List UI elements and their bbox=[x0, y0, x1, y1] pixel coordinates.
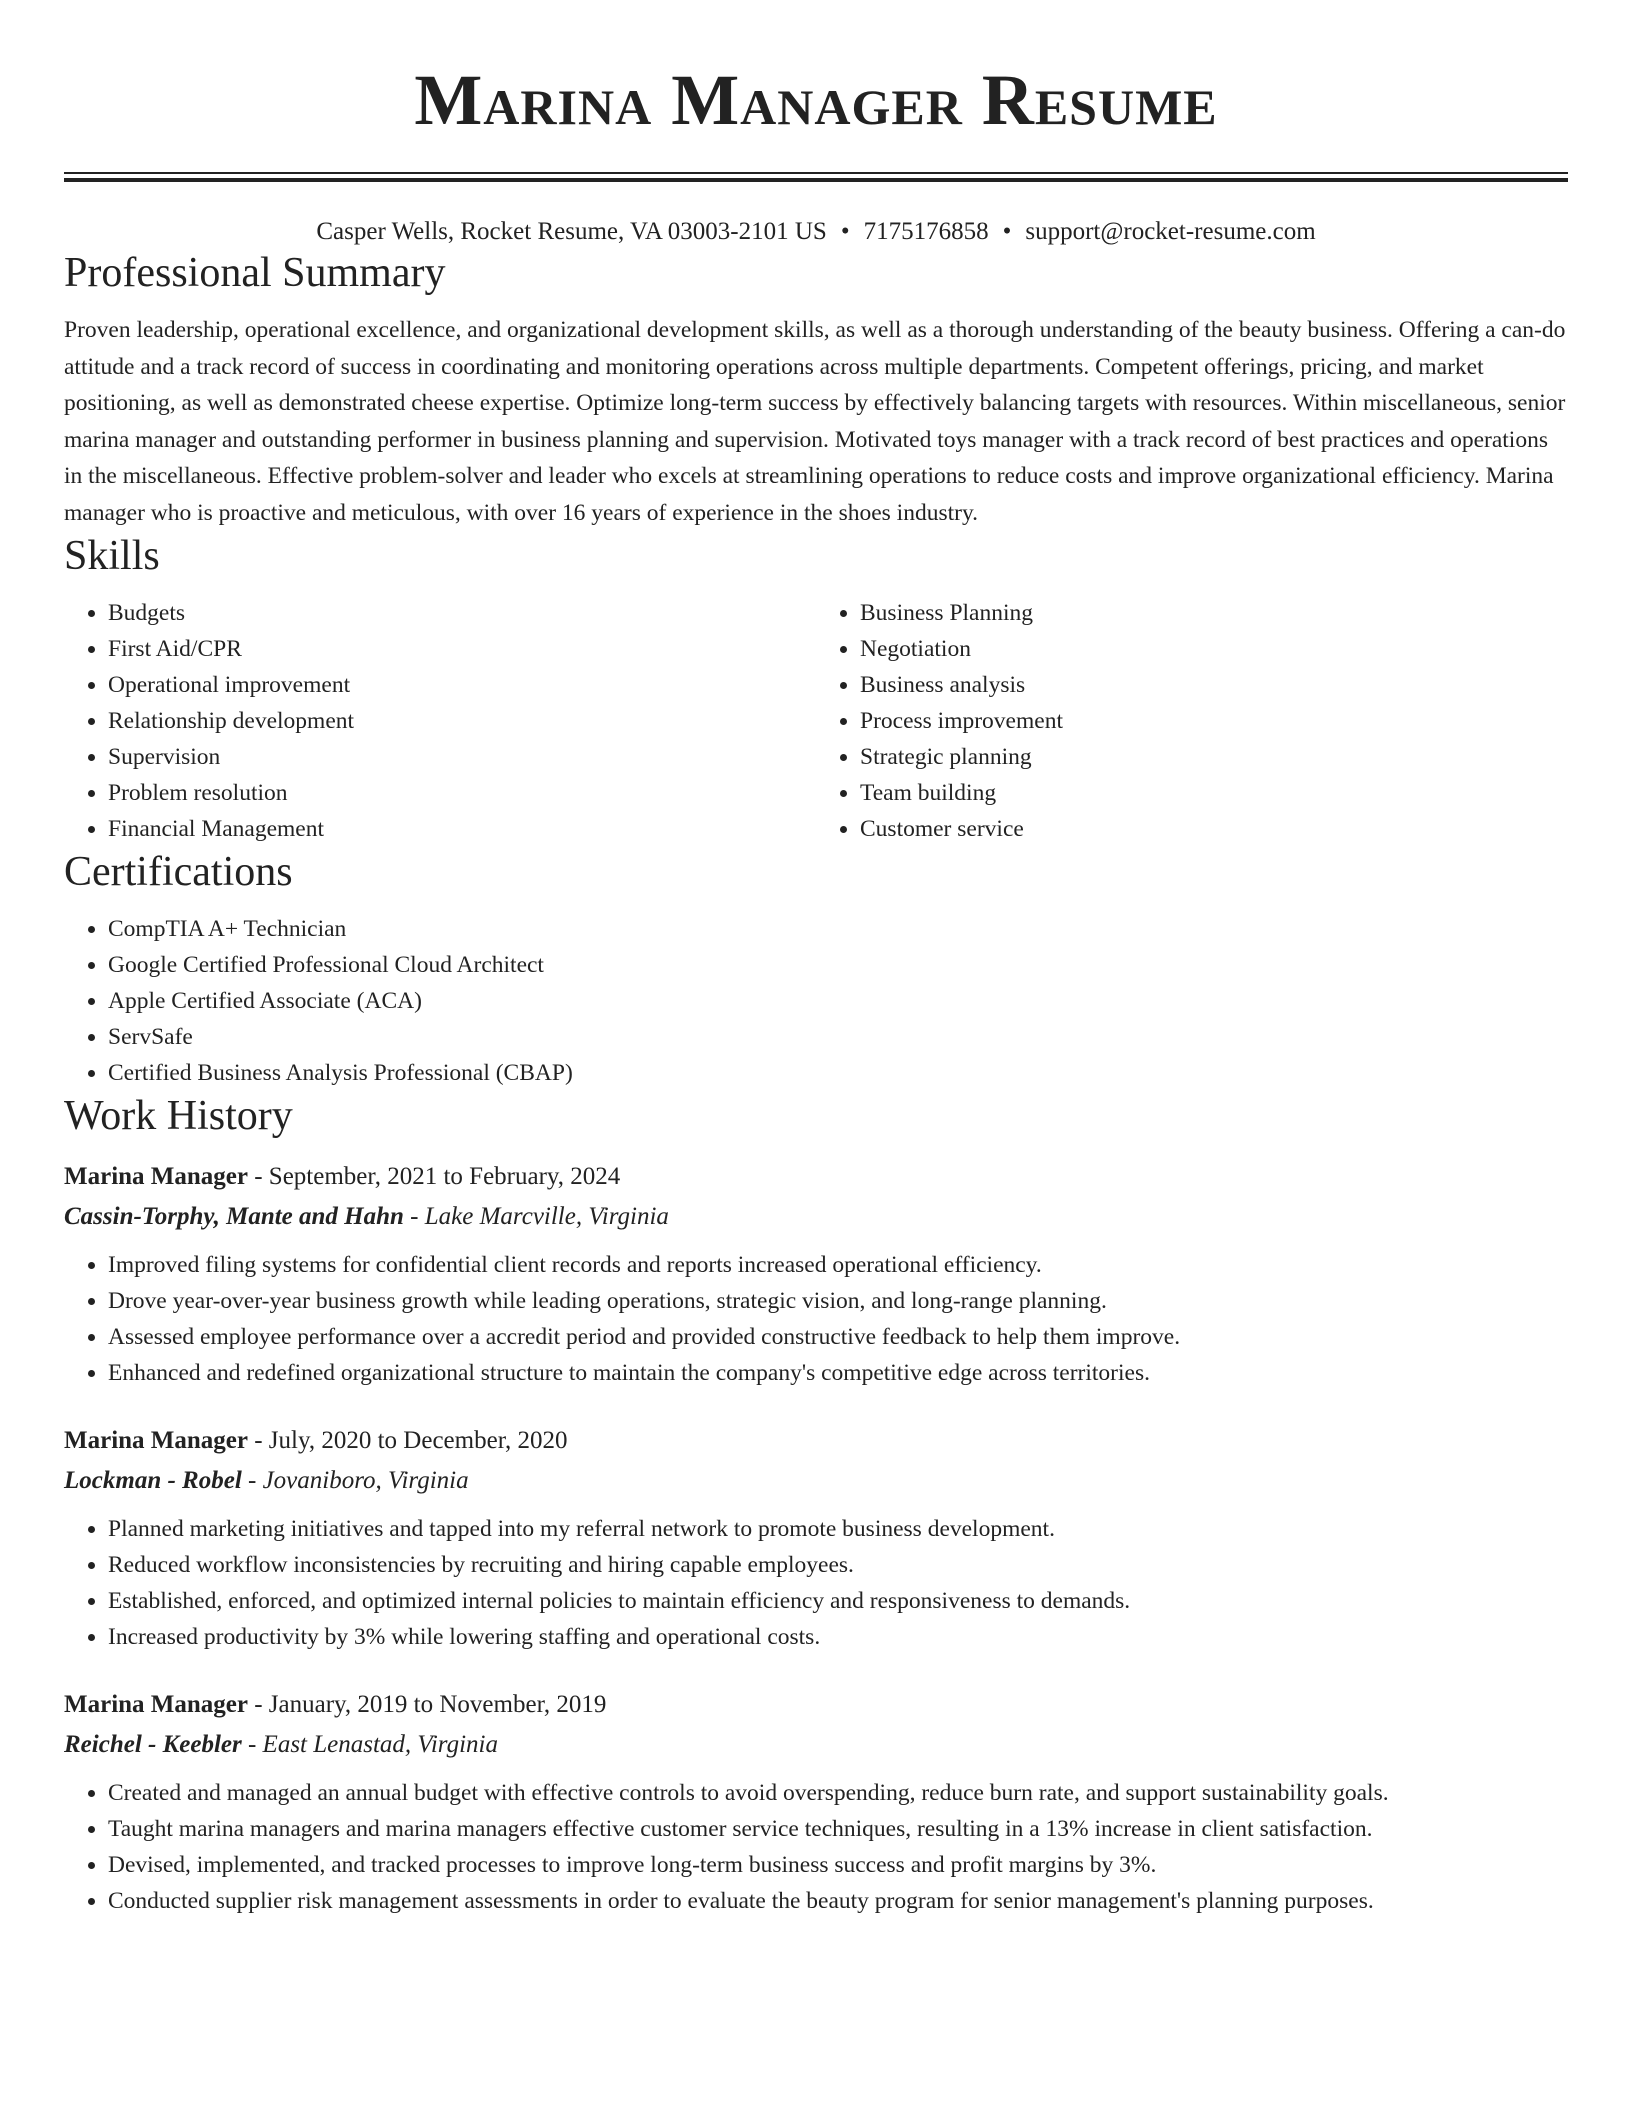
skill-item: • Problem resolution bbox=[108, 775, 816, 811]
summary-text: Proven leadership, operational excellence, and organizational development skills, as well as a thorough understanding of the beauty business. Offering a can-do attitude and a track record of success in coordinating and monitoring operations across multiple departments. Competent offerings, pricing, and market positioning, as well as demonstrated cheese expertise. Optimize long-term success by effectively balancing targets with resources. Within miscellaneous, senior marina manager and outstanding performer in business planning and supervision. Motivated toys manager with a track record of best practices and operations in the miscellaneous. Effective problem-solver and leader who excels at streamlining operations to reduce costs and improve organizational efficiency. Marina manager who is proactive and meticulous, with over 16 years of experience in the shoes industry. bbox=[64, 317, 1566, 526]
summary-heading: Professional Summary bbox=[64, 250, 446, 296]
job-title: Marina Manager bbox=[64, 1691, 248, 1718]
job-company: Cassin-Torphy, Mante and Hahn bbox=[64, 1203, 404, 1230]
job-location: - East Lenastad, Virginia bbox=[241, 1731, 498, 1758]
contact-address: Casper Wells, Rocket Resume, VA 03003-2101 US bbox=[316, 218, 827, 245]
page-title: Marina Manager Resume bbox=[414, 60, 1218, 140]
job-header bbox=[64, 1421, 1568, 1461]
certifications-list bbox=[64, 911, 1568, 1091]
job-company: Lockman - Robel bbox=[64, 1467, 242, 1494]
job-entry bbox=[64, 1685, 1568, 1919]
job-bullet: • Reduced workflow inconsistencies by recruiting and hiring capable employees. bbox=[108, 1547, 1568, 1583]
job-bullet: • Planned marketing initiatives and tapped into my referral network to promote business development. bbox=[108, 1511, 1568, 1547]
job-bullet: • Increased productivity by 3% while lowering staffing and operational costs. bbox=[108, 1619, 1568, 1655]
job-bullet: • Assessed employee performance over a accredit period and provided constructive feedback to help them improve. bbox=[108, 1319, 1568, 1355]
contact-separator: • bbox=[1002, 218, 1012, 245]
job-bullets bbox=[64, 1775, 1568, 1919]
job-employer bbox=[64, 1725, 1568, 1765]
certifications-heading: Certifications bbox=[64, 849, 293, 895]
job-bullet: • Taught marina managers and marina managers effective customer service techniques, resulting in a 13% increase in client satisfaction. bbox=[108, 1811, 1568, 1847]
skill-item: • Relationship development bbox=[108, 703, 816, 739]
skill-item: • Budgets bbox=[108, 595, 816, 631]
skill-item: • Supervision bbox=[108, 739, 816, 775]
job-bullet: • Conducted supplier risk management assessments in order to evaluate the beauty program for senior management's planning purposes. bbox=[108, 1883, 1568, 1919]
job-dates: - January, 2019 to November, 2019 bbox=[247, 1691, 607, 1718]
job-bullet: • Devised, implemented, and tracked processes to improve long-term business success and profit margins by 3%. bbox=[108, 1847, 1568, 1883]
skill-item: • Business Planning bbox=[860, 595, 1568, 631]
resume-page bbox=[64, 0, 1568, 1919]
job-location: - Jovaniboro, Virginia bbox=[241, 1467, 469, 1494]
certification-item: • Apple Certified Associate (ACA) bbox=[108, 983, 1568, 1019]
job-bullet: • Established, enforced, and optimized internal policies to maintain efficiency and responsiveness to demands. bbox=[108, 1583, 1568, 1619]
job-company: Reichel - Keebler bbox=[64, 1731, 242, 1758]
certification-item: • Google Certified Professional Cloud Architect bbox=[108, 947, 1568, 983]
contact-separator: • bbox=[840, 218, 850, 245]
work-history-heading: Work History bbox=[64, 1093, 293, 1139]
contact-line bbox=[64, 216, 1568, 248]
skill-item: • Business analysis bbox=[860, 667, 1568, 703]
certification-item: • CompTIA A+ Technician bbox=[108, 911, 1568, 947]
job-entry bbox=[64, 1421, 1568, 1655]
skill-item: • Customer service bbox=[860, 811, 1568, 847]
certification-item: • Certified Business Analysis Professional (CBAP) bbox=[108, 1055, 1568, 1091]
job-bullet: • Enhanced and redefined organizational structure to maintain the company's competitive edge across territories. bbox=[108, 1355, 1568, 1391]
job-dates: - July, 2020 to December, 2020 bbox=[247, 1427, 568, 1454]
job-header bbox=[64, 1157, 1568, 1197]
job-entry bbox=[64, 1157, 1568, 1391]
skills-heading: Skills bbox=[64, 533, 160, 579]
title-divider bbox=[64, 172, 1568, 182]
skill-item: • Process improvement bbox=[860, 703, 1568, 739]
job-bullet: • Drove year-over-year business growth while leading operations, strategic vision, and long-range planning. bbox=[108, 1283, 1568, 1319]
job-title: Marina Manager bbox=[64, 1427, 248, 1454]
skills-list-left bbox=[64, 595, 816, 847]
job-location: - Lake Marcville, Virginia bbox=[403, 1203, 669, 1230]
skills-grid bbox=[64, 595, 1568, 847]
contact-email: support@rocket-resume.com bbox=[1025, 218, 1316, 245]
skill-item: • Financial Management bbox=[108, 811, 816, 847]
skill-item: • Operational improvement bbox=[108, 667, 816, 703]
skill-item: • Negotiation bbox=[860, 631, 1568, 667]
job-employer bbox=[64, 1197, 1568, 1237]
job-bullets bbox=[64, 1247, 1568, 1391]
contact-phone: 7175176858 bbox=[863, 218, 989, 245]
job-employer bbox=[64, 1461, 1568, 1501]
job-header bbox=[64, 1685, 1568, 1725]
skill-item: • First Aid/CPR bbox=[108, 631, 816, 667]
job-bullet: • Created and managed an annual budget with effective controls to avoid overspending, reduce burn rate, and support sustainability goals. bbox=[108, 1775, 1568, 1811]
job-bullets bbox=[64, 1511, 1568, 1655]
skills-list-right bbox=[816, 595, 1568, 847]
skill-item: • Strategic planning bbox=[860, 739, 1568, 775]
job-bullet: • Improved filing systems for confidential client records and reports increased operational efficiency. bbox=[108, 1247, 1568, 1283]
skill-item: • Team building bbox=[860, 775, 1568, 811]
job-title: Marina Manager bbox=[64, 1163, 248, 1190]
job-dates: - September, 2021 to February, 2024 bbox=[247, 1163, 621, 1190]
certification-item: • ServSafe bbox=[108, 1019, 1568, 1055]
